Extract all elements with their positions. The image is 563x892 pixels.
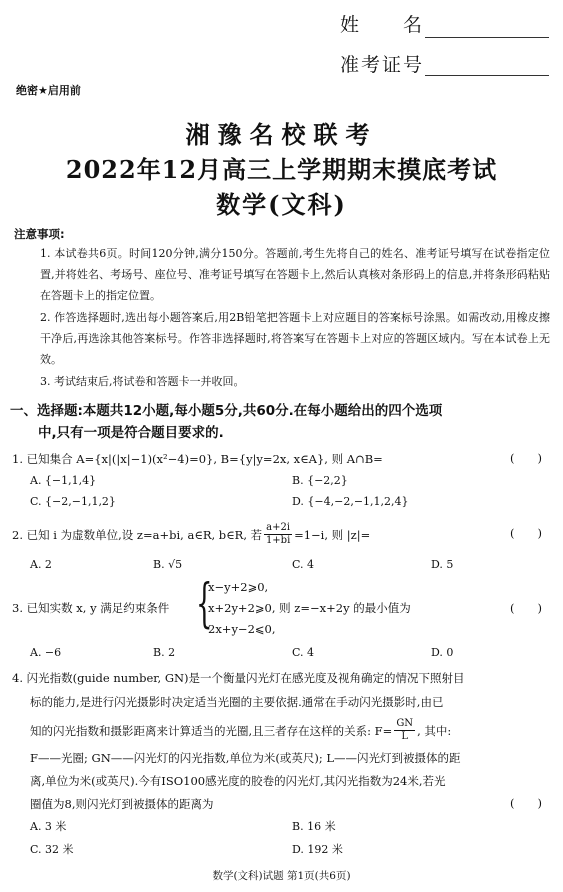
q1-option-d: D. {−4,−2,−1,1,2,4}	[292, 495, 409, 508]
q2-fraction-numerator: a+2i	[266, 522, 291, 533]
q1-option-c: C. {−2,−1,1,2}	[30, 495, 116, 508]
q4-line-3	[30, 718, 451, 743]
notice-heading: 注意事项:	[14, 227, 65, 241]
notice-item-1: 1. 本试卷共6页。时间120分钟,满分150分。答题前,考生先将自己的姓名、准考证号填写在试卷指定位置,并将姓名、考场号、座位号、准考证号填写在答题卡上,然后认真核对条形码上的信息,并将条形码粘贴在答题卡上的指定位置。	[40, 247, 550, 302]
q4-option-b: B. 16 米	[292, 820, 336, 833]
q4-option-d: D. 192 米	[292, 843, 343, 856]
q4-line-3-post: , 其中:	[417, 723, 452, 738]
exam-title-line2: 2022年12月高三上学期期末摸底考试	[65, 155, 498, 184]
q1-stem: 1. 已知集合 A={x|(|x|−1)(x²−4)=0}, B={y|y=2x, x∈A}, 则 A∩B=	[12, 452, 383, 466]
q4-line-6: 圈值为8,则闪光灯到被摄体的距离为	[30, 797, 214, 811]
q2-fraction-denominator: 1+bi	[265, 535, 291, 546]
q3-option-d: D. 0	[431, 646, 454, 659]
q2-option-c: C. 4	[292, 558, 315, 571]
notice-item-2: 2. 作答选择题时,选出每小题答案后,用2B铅笔把答题卡上对应题目的答案标号涂黑。如需改动,用橡皮擦干净后,再选涂其他答案标号。作答非选择题时,将答案写在答题卡上对应的答题区域内。写在本试卷上无效。	[40, 311, 550, 366]
q4-line-3-pre: 知的闪光指数和摄影距离来计算适当的光圈,且三者存在这样的关系: F=	[30, 723, 393, 738]
q3-constraint-3: 2x+y−2⩽0,	[208, 622, 276, 636]
q4-option-a: A. 3 米	[30, 820, 67, 833]
q2-fraction	[264, 522, 292, 547]
q1-option-a: A. {−1,1,4}	[30, 474, 97, 487]
q4-option-c: C. 32 米	[30, 843, 74, 856]
q4-line-2: 标的能力,是进行闪光摄影时决定适当光圈的主要依据.通常在手动闪光摄影时,由已	[30, 695, 444, 709]
q4-line-5: 离,单位为米(或英尺).今有ISO100感光度的胶卷的闪光灯,其闪光指数为24米,若光	[30, 774, 446, 788]
name-label: 姓 名	[340, 14, 425, 36]
q3-brace: {	[196, 574, 213, 634]
exam-number-label: 准考证号	[340, 54, 425, 76]
q2-stem-post: =1−i, 则 |z|=	[294, 527, 371, 542]
exam-number-field-line	[425, 74, 549, 76]
name-field-line	[425, 36, 549, 38]
q2-option-b: B. √5	[153, 558, 183, 571]
q3-option-a: A. −6	[30, 646, 62, 659]
q3-answer-paren: ( )	[510, 601, 542, 615]
page-footer: 数学(文科)试题 第1页(共6页)	[212, 870, 351, 882]
q4-fraction-numerator: GN	[396, 718, 414, 729]
q4-fraction-denominator: L	[401, 731, 408, 742]
q1-answer-paren: ( )	[510, 451, 542, 465]
q4-answer-paren: ( )	[510, 796, 542, 810]
section-heading-line2: 中,只有一项是符合题目要求的.	[38, 425, 224, 441]
confidential-mark: 绝密★启用前	[16, 84, 81, 97]
q3-stem-pre: 3. 已知实数 x, y 满足约束条件	[12, 601, 170, 615]
exam-title-line1: 湘豫名校联考	[185, 120, 378, 149]
q3-constraint-1: x−y+2⩾0,	[208, 580, 269, 594]
q4-line-1: 4. 闪光指数(guide number, GN)是一个衡量闪光灯在感光度及视角确定的情况下照射目	[12, 671, 465, 685]
q3-constraint-2: x+2y+2⩾0, 则 z=−x+2y 的最小值为	[208, 601, 411, 615]
exam-title-subject: 数学(文科)	[216, 190, 347, 219]
q3-option-c: C. 4	[292, 646, 315, 659]
notice-item-3: 3. 考试结束后,将试卷和答题卡一并收回。	[40, 375, 245, 388]
q2-option-a: A. 2	[30, 558, 52, 571]
q4-fraction	[394, 718, 415, 743]
q4-line-4: F——光圈; GN——闪光灯的闪光指数,单位为米(或英尺); L——闪光灯到被摄体的距	[30, 751, 461, 765]
q3-option-b: B. 2	[153, 646, 176, 659]
q2-stem-pre: 2. 已知 i 为虚数单位,设 z=a+bi, a∈R, b∈R, 若	[12, 527, 263, 542]
q2-answer-paren: ( )	[510, 526, 542, 540]
q2-stem	[12, 522, 370, 547]
section-heading-line1: 一、选择题:本题共12小题,每小题5分,共60分.在每小题给出的四个选项	[10, 403, 443, 419]
q2-option-d: D. 5	[431, 558, 454, 571]
q1-option-b: B. {−2,2}	[292, 474, 348, 487]
